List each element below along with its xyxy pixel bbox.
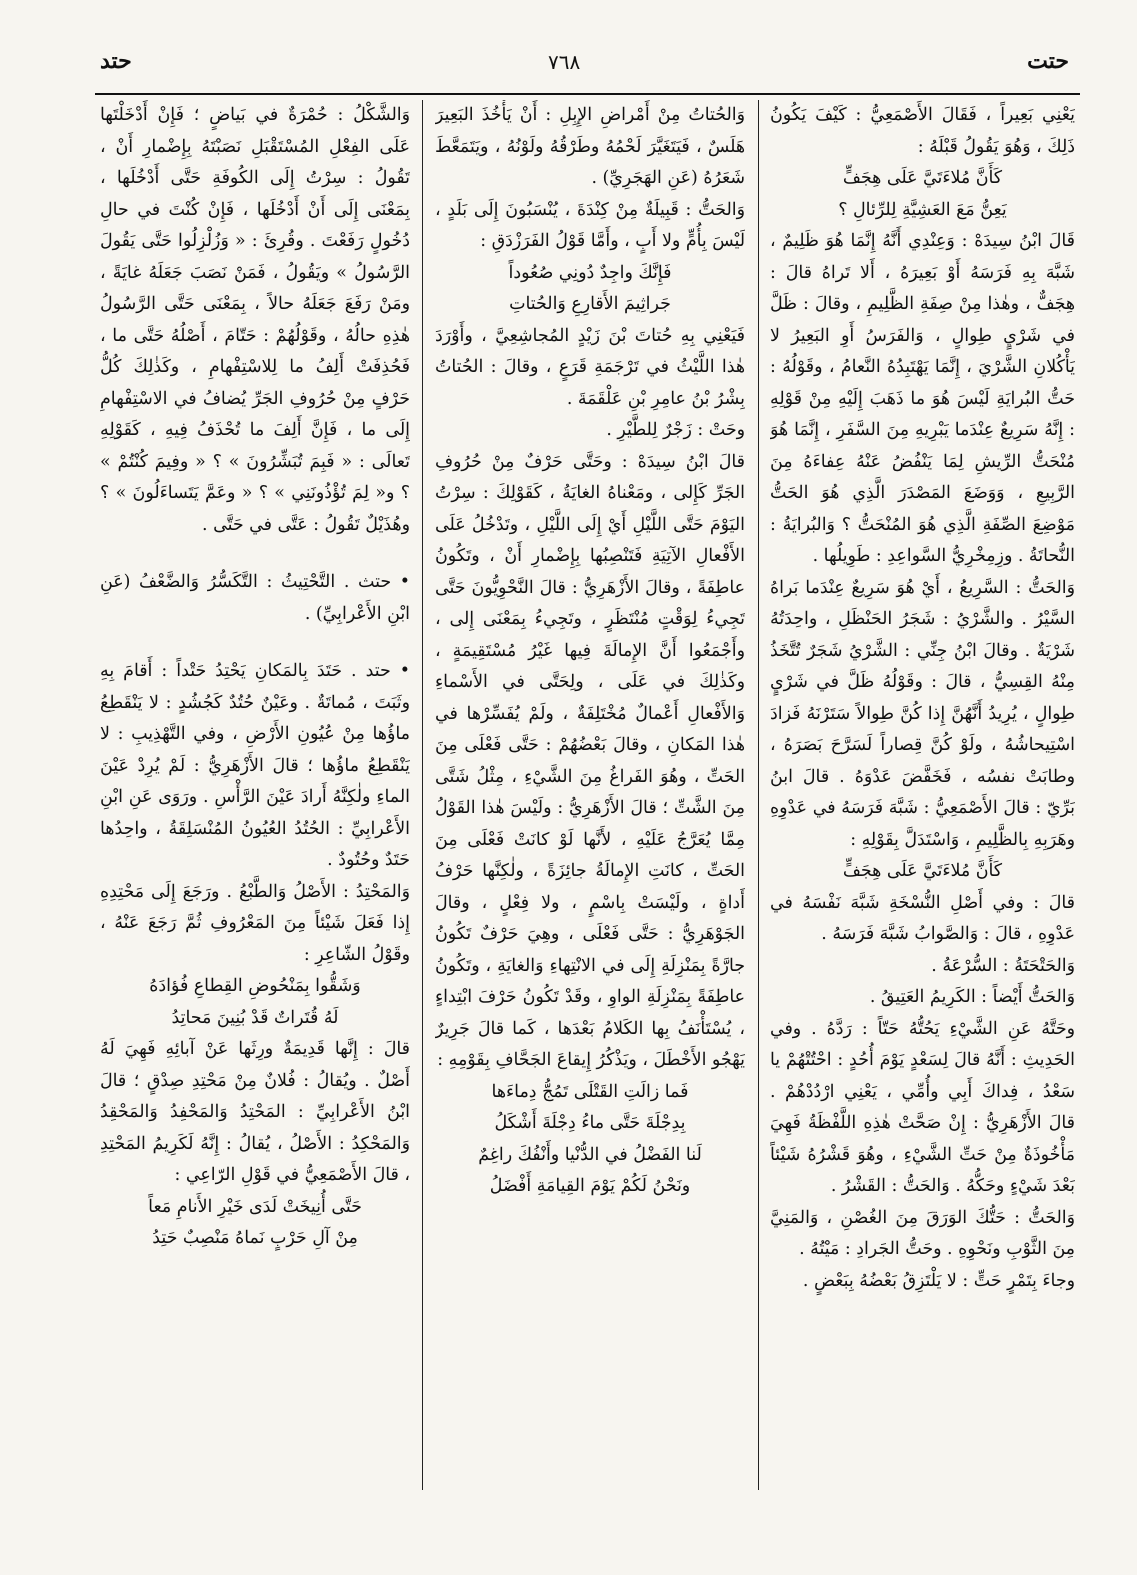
verse-line: كَأَنَّ مُلاءَتَيَّ عَلَى هِجَفٍّ: [842, 168, 1003, 188]
paragraph: وَالحَتُّ أَيْضاً : الكَرِيمُ العَتِيقُ .: [869, 987, 1075, 1007]
paragraph: فَيَعْنِي بِهِ حُتاتَ بْنَ زَيْدٍ المُجاشِعِيَّ ، وأَوْرَدَ هٰذا اللَّيْثُ في تَرْجَمَةِ قَرَعٍ ، وقالَ : الحُتاتُ بِشْرُ بْنُ عامِرِ بْنِ عَلْقَمَةَ .: [435, 325, 745, 409]
verse-line: وَشَقُّوا بِمَنْحُوضِ القِطاعِ فُؤادَهُ: [149, 976, 361, 996]
paragraph: وجاءَ بِتَمْرٍ حَتٍّ : لا يَلْتَزِقُ بَعْضُهُ بِبَعْضٍ .: [802, 1270, 1075, 1291]
verse-line: جَراثِيمَ الأَقارِعِ وَالحُتاتِ: [509, 294, 671, 314]
entry-hatad: • حتد . حَتَدَ بِالمَكانِ يَحْتِدُ حَتْداً : أَقامَ بِهِ وثَبَتَ ، مُماتَةٌ . وعَيْنٌ حُتُدٌ كَجُشُدٍ : لا يَنْقَطِعُ ماؤُها مِنْ عُيُونِ الأَرْضِ ، وفي التَّهْذِيبِ : لا يَنْقَطِعُ ماؤُها ؛ قالَ الأَزْهَرِيُّ : لَمْ يُرِدْ عَيْنَ الماءِ ولٰكِنَّهُ أَرادَ عَيْنَ الرَّأْسِ . ورَوَى عَنِ ابْنِ الأَعْرابِيِّ : الحُتُدُ العُيُونُ المُنْسَلِقَةُ ، واحِدُها حَتَدٌ وحُتُودٌ .: [100, 661, 410, 870]
paragraph: يَعْنِي بَعِيراً ، فَقَالَ الأَصْمَعِيُّ : كَيْفَ يَكُونُ ذَلِكَ ، وَهُوَ يَقُولُ قَبْلَهُ :: [770, 105, 1075, 157]
paragraph: قالَ : إِنَّها قَدِيمَةٌ ورِثَها عَنْ آبائِهِ فَهِيَ لَهُ أَصْلٌ . ويُقالُ : فُلانٌ مِنْ مَحْتِدِ صِدْقٍ ؛ قالَ ابْنُ الأَعْرابِيِّ : المَحْتِدُ وَالمَحْفِدُ وَالمَحْقِدُ وَالمَحْكِدُ : الأَصْلُ ، يُقالُ : إِنَّهُ لَكَرِيمُ المَحْتِدِ ، قالَ الأَصْمَعِيُّ في قَوْلِ الرّاعِي :: [100, 1039, 410, 1185]
header-right-word: حتت: [1027, 48, 1069, 74]
verse-line: فَما زالَتِ القَتْلَى تَمُجُّ دِماءَها: [491, 1081, 689, 1102]
paragraph: وَالمَحْتِدُ : الأَصْلُ وَالطَّبْعُ . ورَجَعَ إِلَى مَحْتِدِهِ إِذا فَعَلَ شَيْئاً مِنَ المَعْرُوفِ ثُمَّ رَجَعَ عَنْهُ ، وقَوْلُ الشّاعِرِ :: [100, 881, 410, 965]
column-divider: [758, 100, 759, 1490]
paragraph: وَالحَتْحَتَةُ : السُّرْعَةُ .: [931, 955, 1075, 976]
header-rule: [95, 93, 1080, 95]
verse-line: لَنا الفَضْلُ في الدُّنْيا وأَنْفُكَ راغِمٌ: [478, 1144, 702, 1165]
verse-line: حَتَّى أُنِيخَتْ لَدَى خَيْرِ الأَنامِ مَعاً: [148, 1196, 362, 1217]
paragraph: وحَتَّهُ عَنِ الشَّيْءِ يَحُتُّهُ حَتّاً : رَدَّهُ . وفي الحَدِيثِ : أَنَّهُ قالَ لِسَعْدٍ يَوْمَ أُحُدٍ : احْتُتْهُمْ يا سَعْدُ ، فِداكَ أَبِي وأُمِّي ، يَعْنِي ارْدُدْهُمْ . قالَ الأَزْهَرِيُّ : إِنْ صَحَّتْ هٰذِهِ اللَّفْظَةُ فَهِيَ مَأْخُوذَةٌ مِنْ حَتِّ الشَّيْءِ ، وهُوَ قَشْرُهُ شَيْئاً بَعْدَ شَيْءٍ وحَكُّهُ . وَالحَتُّ : القَشْرُ .: [770, 1018, 1075, 1196]
verse-line: مِنْ آلِ حَرْبٍ نَماهُ مَنْصِبٌ حَتِدُ: [152, 1228, 358, 1248]
paragraph: قالَ : وفي أَصْلِ النُّسْخَةِ شَبَّهَ نَفْسَهُ في عَدْوِهِ ، قالَ : وَالصَّوابُ شَبَّهَ فَرَسَهُ .: [770, 892, 1075, 944]
verse-line: ونَحْنُ لَكُمْ يَوْمَ القِيامَةِ أَفْضَلُ: [489, 1176, 691, 1196]
column-divider: [422, 100, 423, 1490]
paragraph: وَالحَتُّ : حَتُّكَ الوَرَقَ مِنَ الغُصْنِ ، وَالمَنِيَّ مِنَ الثَّوْبِ ونَحْوِهِ . وحَتُّ الجَرادِ : مَيْتُهُ .: [770, 1207, 1075, 1259]
paragraph: وحَتْ : زَجْرٌ لِلطَّيْرِ .: [606, 420, 745, 440]
entry-hatath: • حتث . التَّحْتِيثُ : التَّكَسُّرُ وَالضَّعْفُ (عَنِ ابْنِ الأَعْرابِيِّ) .: [100, 572, 410, 624]
paragraph: وَالحَتُّ : قَبِيلَةٌ مِنْ كِنْدَةَ ، يُنْسَبُونَ إِلَى بَلَدٍ ، لَيْسَ بِأُمٍّ ولا أَبٍ ، وأَمَّا قَوْلُ الفَرَزْدَقِ :: [435, 199, 745, 251]
column-middle: [435, 100, 745, 1495]
column-right: [770, 100, 1075, 1495]
header-left-word: حتد: [100, 48, 132, 74]
verse-line: كَأَنَّ مُلاءَتَيَّ عَلَى هِجَفٍّ: [842, 861, 1003, 881]
column-left: [100, 100, 410, 1495]
paragraph: وَالحَتُّ : السَّرِيعُ ، أَيْ هُوَ سَرِيعٌ عِنْدَما بَراهُ السَّيْرُ . والشَّرْيُ : شَجَرُ الحَنْظَلِ ، واحِدَتُهُ شَرْيَةٌ . وقالَ ابْنُ جِنِّي : الشَّرْيُ شَجَرٌ تُتَّخَذُ مِنْهُ القِسِيُّ ، قالَ : وقَوْلُهُ ظَلَّ في شَرْيٍ طِوالٍ ، يُرِيدُ أَنَّهُنَّ إِذا كُنَّ طِوالاً سَتَرْنَهُ فَزادَ اسْتِيحاشُهُ ، ولَوْ كُنَّ قِصاراً لَسَرَّحَ بَصَرَهُ ، وطابَتْ نفسُه ، فَخَفَّضَ عَدْوَهُ . قالَ ابنُ بَرِّيّ : قالَ الأَصْمَعِيُّ : شَبَّهَ فَرَسَهُ في عَدْوِهِ وهَرَبِهِ بِالظَّلِيمِ ، وَاسْتَدَلَّ بِقَوْلِهِ :: [770, 577, 1075, 850]
paragraph: وَالشَّكْلُ : حُمْرَةٌ في بَياضٍ ؛ فَإِنْ أَدْخَلْتَها عَلَى الفِعْلِ المُسْتَقْبَلِ نَصَبْتَهُ بِإِضْمارِ أَنْ ، تَقُولُ : سِرْتُ إِلَى الكُوفَةِ حَتَّى أَدْخُلَها ، بِمَعْنَى إِلَى أَنْ أَدْخُلَها ، فَإِنْ كُنْتَ في حالِ دُخُولٍ رَفَعْتَ . وقُرِئَ : « وَزُلْزِلُوا حَتَّى يَقُولَ الرَّسُولُ » ويَقُولُ ، فَمَنْ نَصَبَ جَعَلَهُ غايَةً ، ومَنْ رَفَعَ جَعَلَهُ حالاً ، بِمَعْنَى حَتَّى الرَّسُولُ هٰذِهِ حالُهُ ، وقَوْلُهُمْ : حَتّامَ ، أَصْلُهُ حَتَّى ما ، فَحُذِفَتْ أَلِفُ ما لِلاسْتِفْهامِ ، وكَذٰلِكَ كُلُّ حَرْفٍ مِنْ حُرُوفِ الجَرِّ يُضافُ في الاسْتِفْهامِ إِلَى ما ، فَإِنَّ أَلِفَ ما تُحْذَفُ فِيهِ ، كَقَوْلِهِ تَعالَى : « فَبِمَ تُبَشِّرُونَ » ؟ « وفِيمَ كُنْتُمْ » ؟ و« لِمَ تُؤْذُونَنِي » ؟ « وعَمَّ يَتَساءَلُونَ » ؟ وهُذَيْلٌ تَقُولُ : عَتَّى في حَتَّى .: [100, 105, 410, 535]
paragraph: قالَ ابْنُ سِيدَهْ : وحَتَّى حَرْفٌ مِنْ حُرُوفِ الجَرِّ كَإِلى ، ومَعْناهُ الغايَةُ ، كَقَوْلِكَ : سِرْتُ اليَوْمَ حَتَّى اللَّيْلِ أَيْ إِلَى اللَّيْلِ ، وتَدْخُلُ عَلَى الأَفْعالِ الآتِيَةِ فَتَنْصِبُها بِإِضْمارِ أَنْ ، وتَكُونُ عاطِفَةً ، وقالَ الأَزْهَرِيُّ : قالَ النَّحْوِيُّونَ حَتَّى تَجِيءُ لِوَقْتٍ مُنْتَظَرٍ ، وتَجِيءُ بِمَعْنَى إِلى ، وأَجْمَعُوا أَنَّ الإِمالَةَ فِيها غَيْرُ مُسْتَقِيمَةٍ ، وكَذٰلِكَ في عَلَى ، ولِحَتَّى في الأَسْماءِ وَالأَفْعالِ أَعْمالٌ مُخْتَلِفَةٌ ، ولَمْ يُفَسِّرْها في هٰذا المَكانِ ، وقالَ بَعْضُهُمْ : حَتَّى فَعْلَى مِنَ الحَتِّ ، وهُوَ الفَراغُ مِنَ الشَّيْءِ ، مِثْلُ شَتَّى مِنَ الشَّتِّ ؛ قالَ الأَزْهَرِيُّ : ولَيْسَ هٰذا القَوْلُ مِمَّا يُعَرَّجُ عَلَيْهِ ، لأَنَّها لَوْ كانَتْ فَعْلَى مِنَ الحَتِّ ، كانَتِ الإِمالَةُ جائِزَةً ، ولٰكِنَّها حَرْفُ أَداةٍ ، ولَيْسَتْ بِاسْمٍ ، ولا فِعْلٍ ، وقالَ الجَوْهَرِيُّ : حَتَّى فَعْلَى ، وهِيَ حَرْفٌ تَكُونُ جارَّةً بِمَنْزِلَةِ إِلَى في الانْتِهاءِ وَالغايَةِ ، وتَكُونُ عاطِفَةً بِمَنْزِلَةِ الواوِ ، وقَدْ تَكُونُ حَرْفَ ابْتِداءٍ ، يُسْتَأْنَفُ بِها الكَلامُ بَعْدَها ، كَما قالَ جَرِيرٌ يَهْجُو الأَخْطَلَ ، ويَذْكُرُ إِيقاعَ الجَحَّافِ بِقَوْمِهِ :: [435, 451, 745, 1070]
page-number: ٧٦٨: [548, 50, 581, 74]
verse-line: بِدِجْلَةَ حَتَّى ماءُ دِجْلَةَ أَشْكَلُ: [494, 1113, 686, 1133]
verse-line: يَعِنُّ مَعَ العَشِيَّةِ لِلرِّئالِ ؟: [838, 199, 1007, 220]
paragraph: قَالَ ابْنُ سِيدَهْ : وَعِنْدِي أَنَّهُ إِنَّمَا هُوَ ظَلِيمٌ ، شَبَّهَ بِهِ فَرَسَهُ أَوْ بَعِيرَهُ ، أَلا تَراهُ قالَ : هِجَفٌّ ، وهٰذا مِنْ صِفَةِ الظَّلِيمِ ، وقالَ : ظَلَّ في شَرْيٍ طِوالٍ ، وَالفَرَسُ أَوِ البَعِيرُ لا يَأْكُلانِ الشَّرْيَ ، إِنَّمَا يَهْتَبِدُهُ النَّعامُ ، وقَوْلُهُ : حَتُّ البُرايَةِ لَيْسَ هُوَ ما ذَهَبَ إِلَيْهِ مِنْ قَوْلِهِ : إِنَّهُ سَرِيعٌ عِنْدَما يَبْرِيهِ مِنَ السَّفَرِ ، إِنَّمَا هُوَ مُنْحَتُّ الرِّيشِ لِمَا يَنْفُضُ عَنْهُ عِفاءَهُ مِنَ الرَّبِيعِ ، وَوَضَعَ المَصْدَرَ الَّذِي هُوَ الحَتُّ مَوْضِعَ الصِّفَةِ الَّذِي هُوَ المُنْحَتُّ ؟ وَالبُرايَةُ : النُّحاتَةُ . وزِمِخْرِيُّ السَّواعِدِ : طَوِيلُها .: [770, 231, 1075, 566]
paragraph: وَالحُتاتُ مِنْ أَمْراضِ الإِبِلِ : أَنْ يَأْخُذَ البَعِيرَ هَلَسٌ ، فَيَتَغَيَّرَ لَحْمُهُ وطَرْقُهُ ولَوْنُهُ ، ويَتَمَعَّطَ شَعَرُهُ (عَنِ الهَجَرِيِّ) .: [435, 105, 745, 188]
verse-line: لَهُ قُتَراتٌ قَدْ بُنِينَ مَحاتِدُ: [171, 1007, 339, 1028]
verse-line: فَإِنَّكَ واجِدٌ دُونِي صُعُوداً: [508, 262, 672, 283]
